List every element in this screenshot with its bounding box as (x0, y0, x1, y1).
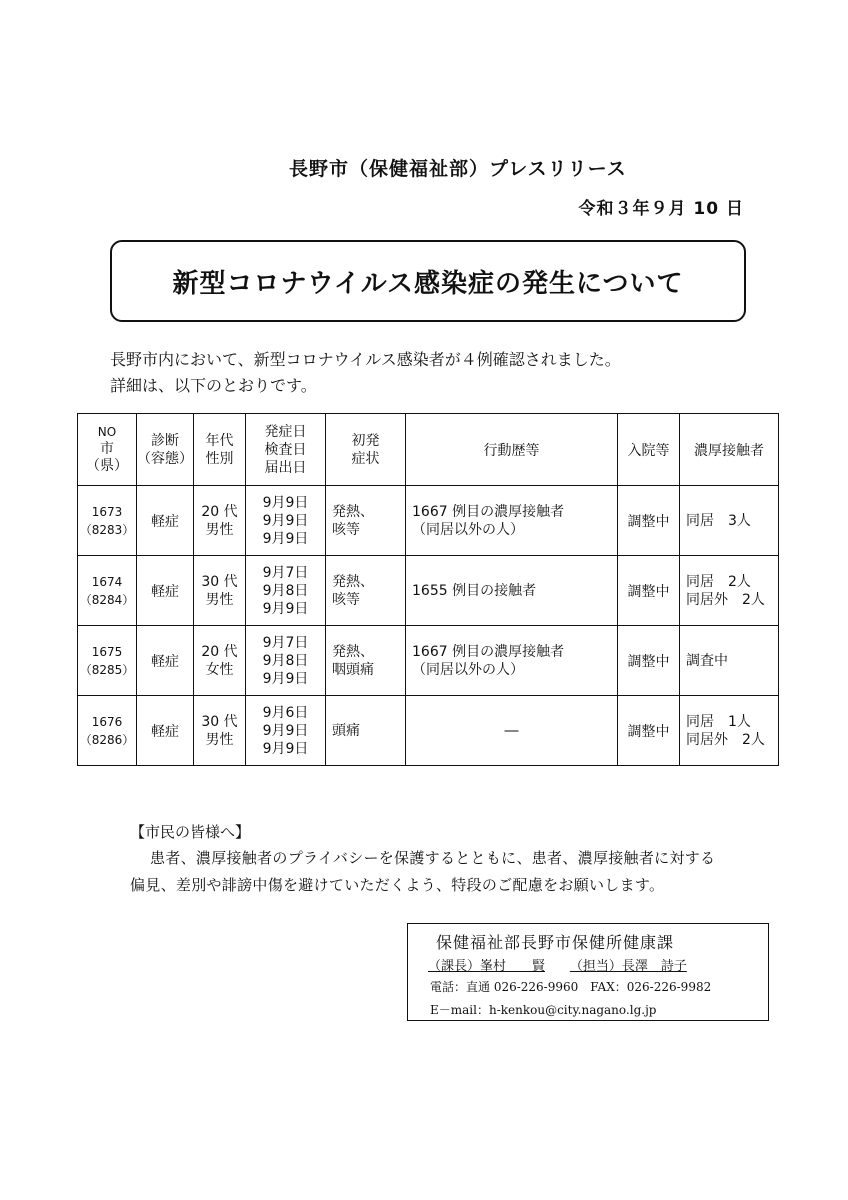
symptom-line: 発熱、 (332, 643, 374, 660)
cell-no (78, 556, 137, 626)
cell-symptoms (326, 626, 406, 696)
report-date: 9月9日 (262, 670, 309, 687)
table-row (78, 486, 779, 556)
header-dates-line: 届出日 (264, 459, 307, 476)
header-diagnosis-line: 診断 (151, 432, 179, 449)
header-hospital: 入院等 (618, 414, 680, 486)
cell-hospital: 調整中 (618, 696, 680, 766)
age-group: 30 代 (201, 573, 238, 590)
symptom-line: 咳等 (332, 591, 360, 608)
table-header-row (78, 414, 779, 486)
contact-chief: （課長）峯村 賢 (428, 959, 546, 974)
cell-history (406, 696, 618, 766)
cell-no (78, 486, 137, 556)
onset-date: 9月7日 (262, 564, 309, 581)
test-date: 9月9日 (262, 512, 309, 529)
cell-dates (246, 486, 326, 556)
cell-contacts (680, 626, 779, 696)
header-dates-line: 検査日 (264, 441, 307, 458)
history-line: 1667 例目の濃厚接触者 (412, 503, 565, 520)
cell-no (78, 626, 137, 696)
cell-hospital: 調整中 (618, 556, 680, 626)
history-line: 1655 例目の接触者 (412, 582, 537, 599)
cell-age-sex (194, 556, 246, 626)
headline: 新型コロナウイルス感染症の発生について (172, 268, 684, 299)
case-number: 1673 (91, 504, 123, 519)
header-no-line: （県） (86, 458, 128, 474)
onset-date: 9月9日 (262, 494, 309, 511)
report-date: 9月9日 (262, 600, 309, 617)
cell-diagnosis: 軽症 (137, 556, 194, 626)
cell-history (406, 556, 618, 626)
prefecture-number: （8283） (79, 522, 135, 537)
header-symptoms-line: 初発 (351, 432, 380, 449)
age-group: 20 代 (201, 503, 238, 520)
cases-table (77, 413, 779, 766)
intro-line-2: 詳細は、以下のとおりです。 (110, 376, 317, 395)
symptom-line: 咽頭痛 (332, 661, 374, 678)
cell-age-sex (194, 626, 246, 696)
cell-no (78, 696, 137, 766)
header-age-sex-line: 性別 (205, 450, 234, 467)
header-no-line: NO (97, 425, 117, 439)
sex: 男性 (205, 521, 234, 538)
cell-symptoms (326, 696, 406, 766)
history-line: （同居以外の人） (412, 661, 524, 678)
contact-line: 同居 1人 (686, 713, 751, 730)
header-contacts: 濃厚接触者 (680, 414, 779, 486)
prefecture-number: （8286） (79, 732, 135, 747)
cell-symptoms (326, 556, 406, 626)
contact-department: 保健福祉部長野市保健所健康課 (436, 933, 675, 952)
onset-date: 9月6日 (262, 704, 309, 721)
symptom-line: 頭痛 (332, 722, 360, 739)
intro-line-1: 長野市内において、新型コロナウイルス感染者が４例確認されました。 (110, 350, 621, 369)
notice-heading: 【市民の皆様へ】 (130, 823, 251, 841)
contact-line: 同居 2人 (686, 573, 751, 590)
table-row (78, 626, 779, 696)
contact-line: 調査中 (686, 652, 728, 669)
header-diagnosis (137, 414, 194, 486)
history-line: （同居以外の人） (412, 521, 524, 538)
cell-contacts (680, 556, 779, 626)
test-date: 9月8日 (262, 582, 309, 599)
contact-line: 同居外 2人 (686, 731, 765, 748)
cell-diagnosis: 軽症 (137, 486, 194, 556)
contact-email: E－mail：h-kenkou@city.nagano.lg.jp (430, 1003, 657, 1017)
history-line: 1667 例目の濃厚接触者 (412, 643, 565, 660)
contact-box (407, 923, 769, 1021)
test-date: 9月8日 (262, 652, 309, 669)
cell-history (406, 626, 618, 696)
onset-date: 9月7日 (262, 634, 309, 651)
notice-line-2: 偏見、差別や誹謗中傷を避けていただくよう、特段のご配慮をお願いします。 (130, 876, 665, 894)
header-dates-line: 発症日 (264, 423, 307, 440)
header-no (78, 414, 137, 486)
contact-line: 同居 3人 (686, 512, 751, 529)
sex: 男性 (205, 591, 234, 608)
cell-age-sex (194, 486, 246, 556)
sex: 男性 (205, 731, 234, 748)
test-date: 9月9日 (262, 722, 309, 739)
header-no-line: 市 (100, 441, 114, 457)
header-diagnosis-line: （容態） (137, 450, 193, 467)
header-symptoms-line: 症状 (351, 450, 380, 467)
age-group: 30 代 (201, 713, 238, 730)
cell-symptoms (326, 486, 406, 556)
contact-line: 同居外 2人 (686, 591, 765, 608)
notice-line-1: 患者、濃厚接触者のプライバシーを保護するとともに、患者、濃厚接触者に対する (150, 849, 716, 867)
header-age-sex-line: 年代 (205, 432, 234, 449)
report-date: 9月9日 (262, 740, 309, 757)
header-dates (246, 414, 326, 486)
cell-hospital: 調整中 (618, 486, 680, 556)
cell-dates (246, 556, 326, 626)
symptom-line: 咳等 (332, 521, 360, 538)
header-symptoms (326, 414, 406, 486)
contact-staff: （担当）長澤 詩子 (569, 959, 687, 974)
report-date: 9月9日 (262, 530, 309, 547)
cell-history (406, 486, 618, 556)
cell-hospital: 調整中 (618, 626, 680, 696)
case-number: 1674 (91, 574, 123, 589)
age-group: 20 代 (201, 643, 238, 660)
prefecture-number: （8284） (79, 592, 135, 607)
header-history: 行動歴等 (406, 414, 618, 486)
headline-box (110, 240, 746, 322)
symptom-line: 発熱、 (332, 573, 374, 590)
history-line: ― (504, 722, 519, 739)
prefecture-number: （8285） (79, 662, 135, 677)
sex: 女性 (205, 661, 234, 678)
contact-phone: 電話：直通 026-226-9960 FAX：026-226-9982 (430, 980, 712, 994)
table-row (78, 556, 779, 626)
contact-people (428, 955, 687, 974)
cell-age-sex (194, 696, 246, 766)
cell-contacts (680, 696, 779, 766)
press-release-title: 長野市（保健福祉部）プレスリリース (289, 158, 627, 180)
symptom-line: 発熱、 (332, 503, 374, 520)
table-row (78, 696, 779, 766)
cell-dates (246, 696, 326, 766)
case-number: 1676 (91, 714, 123, 729)
release-date: 令和３年９月 10 日 (578, 199, 744, 219)
header-age-sex (194, 414, 246, 486)
cell-contacts (680, 486, 779, 556)
cell-diagnosis: 軽症 (137, 626, 194, 696)
case-number: 1675 (91, 644, 123, 659)
cell-dates (246, 626, 326, 696)
cell-diagnosis: 軽症 (137, 696, 194, 766)
